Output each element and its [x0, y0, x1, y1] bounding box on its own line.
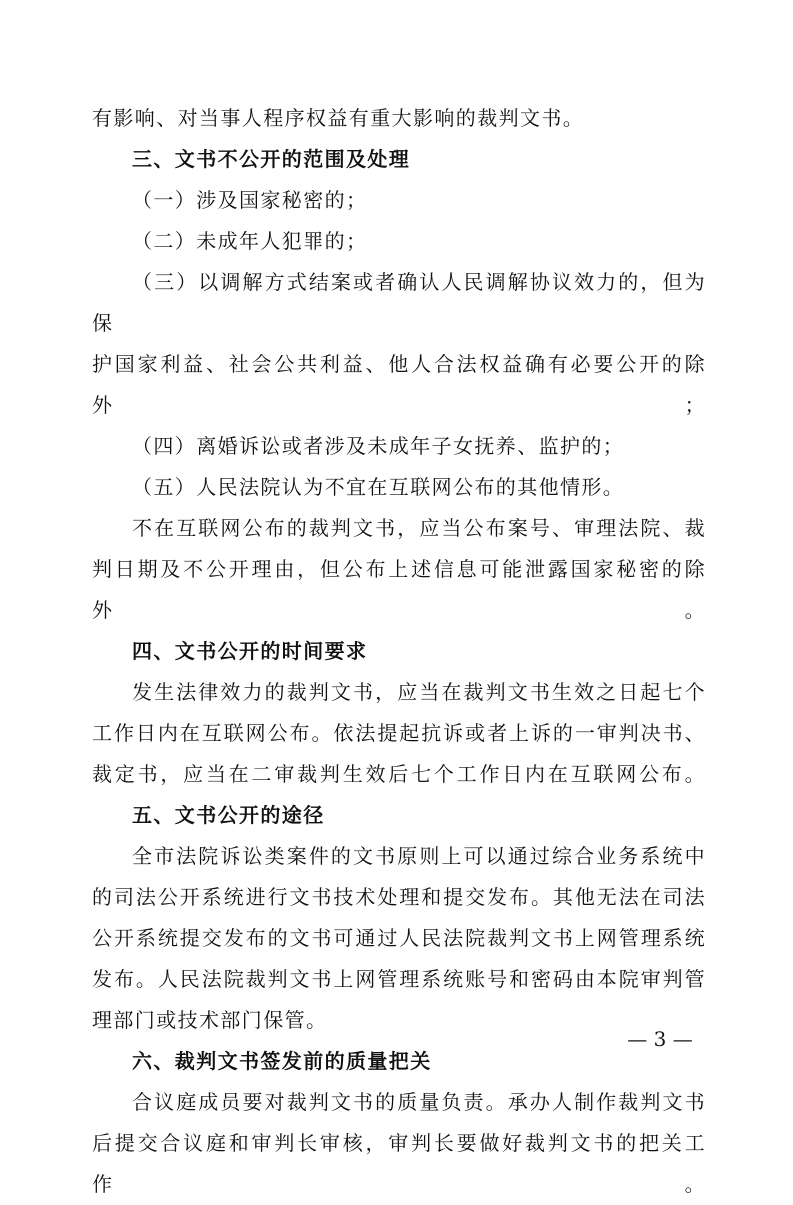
text-line: 有影响、对当事人程序权益有重大影响的裁判文书。: [92, 106, 585, 130]
text-line: 公开系统提交发布的文书可通过人民法院裁判文书上网管理系统: [92, 926, 706, 950]
paragraph-line: 不在互联网公布的裁判文书，应当公布案号、审理法院、裁: [132, 516, 706, 540]
text-line: 裁定书，应当在二审裁判生效后七个工作日内在互联网公布。: [92, 762, 706, 786]
section-heading-4: 四、文书公开的时间要求: [132, 639, 368, 663]
text-line: 判日期及不公开理由，但公布上述信息可能泄露国家秘密的除外。: [92, 557, 706, 622]
list-item-2: （二）未成年人犯罪的；: [132, 229, 368, 253]
text-line: 理部门或技术部门保管。: [92, 1008, 328, 1032]
section-heading-3: 三、文书不公开的范围及处理: [132, 147, 411, 171]
list-item-5: （五）人民法院认为不宜在互联网公布的其他情形。: [132, 475, 625, 499]
section-heading-6: 六、裁判文书签发前的质量把关: [132, 1049, 432, 1073]
paragraph-line: 发生法律效力的裁判文书，应当在裁判文书生效之日起七个: [132, 680, 706, 704]
page-number: — 3 —: [627, 1027, 693, 1051]
text-line: 的司法公开系统进行文书技术处理和提交发布。其他无法在司法: [92, 885, 706, 909]
text-line: 工作日内在互联网公布。依法提起抗诉或者上诉的一审判决书、: [92, 721, 706, 745]
document-body: [92, 98, 706, 1205]
section-heading-5: 五、文书公开的途径: [132, 803, 325, 827]
text-line: 护国家利益、社会公共利益、他人合法权益确有必要公开的除外；: [92, 352, 706, 417]
list-item-3: （三）以调解方式结案或者确认人民调解协议效力的，但为保: [92, 270, 706, 335]
list-item-1: （一）涉及国家秘密的；: [132, 188, 368, 212]
paragraph-line: 合议庭成员要对裁判文书的质量负责。承办人制作裁判文书: [132, 1090, 706, 1114]
text-line: 发布。人民法院裁判文书上网管理系统账号和密码由本院审判管: [92, 967, 706, 991]
paragraph-line: 全市法院诉讼类案件的文书原则上可以通过综合业务系统中: [132, 844, 706, 868]
text-line: 后提交合议庭和审判长审核，审判长要做好裁判文书的把关工作。: [92, 1131, 706, 1196]
list-item-4: （四）离婚诉讼或者涉及未成年子女抚养、监护的；: [132, 434, 625, 458]
